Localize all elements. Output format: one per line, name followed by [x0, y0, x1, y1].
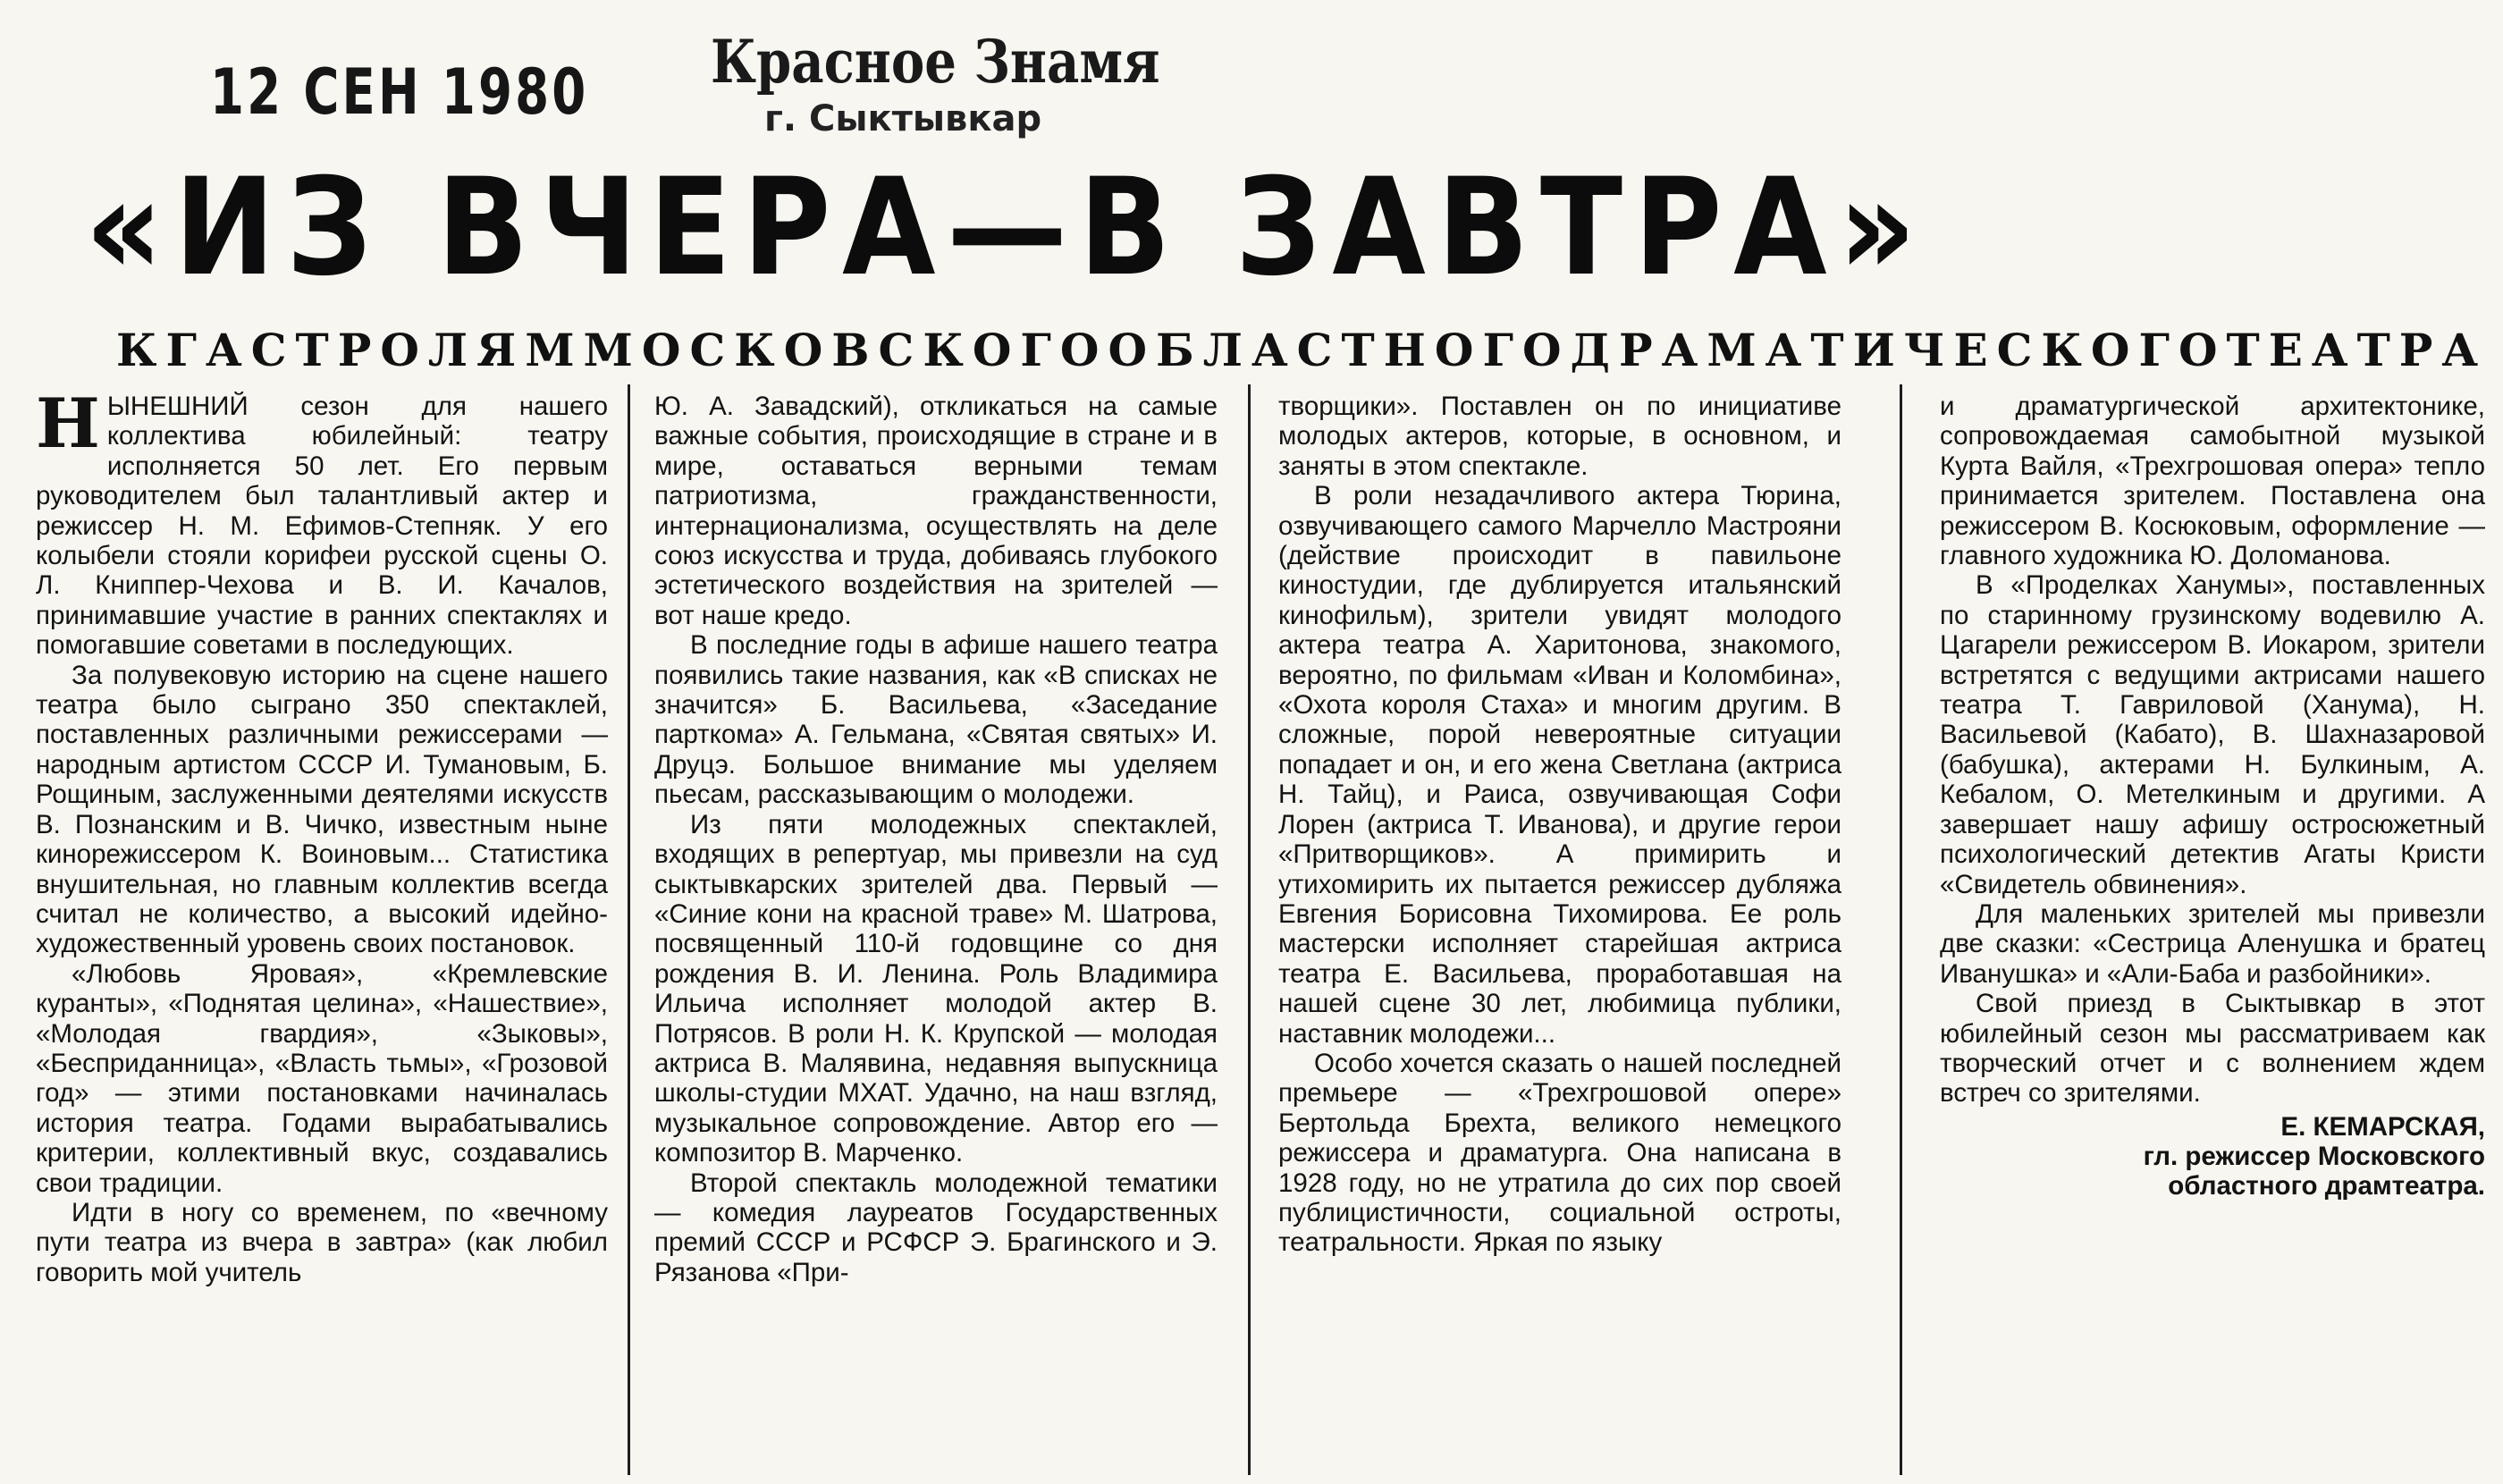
author-title-line: гл. режиссер Московского	[2143, 1141, 2485, 1171]
drop-cap: Н	[36, 392, 100, 463]
paragraph: За полувековую историю на сцене нашего театра было сыграно 350 спектаклей, поставленных различными режиссерами — народным артистом СССР И. Тумановым, Б. Рощиным, заслуженными деятелями искусств В. Познанским и В. Чичко, известным ныне кинорежиссером К. Воиновым... Статистика внушительная, но главным коллектив всегда считал не количество, а высокий идейно-художественный уровень своих постановок.	[36, 660, 608, 959]
paragraph: Из пяти молодежных спектаклей, входящих в репертуар, мы привезли на суд сыктывкарских зрителей два. Первый — «Синие кони на красной траве» М. Шатрова, посвященный 110-й годовщине со дня рождения В. И. Ленина. Роль Владимира Ильича исполняет молодой актер В. Потрясов. В роли Н. К. Крупской — молодая актриса В. Малявина, недавняя выпускница школы-студии МХАТ. Удачно, на наш взгляд, музыкальное сопровождение. Автор его — композитор В. Марченко.	[654, 809, 1218, 1168]
article-column-2	[654, 392, 1218, 1478]
article-column-1	[36, 392, 608, 1478]
author-signature	[1940, 1112, 2485, 1201]
paragraph: Особо хочется сказать о нашей последней премьере — «Трехгрошовой опере» Бертольда Брехта, великого немецкого режиссера и драматурга. Она написана в 1928 году, но не утратила до сих пор своей публицистичности, социальной остроты, театральности. Яркая по языку	[1278, 1048, 1841, 1258]
paragraph: Свой приезд в Сыктывкар в этот юбилейный сезон мы рассматриваем как творческий отчет и с волнением ждем встреч со зрителями.	[1940, 989, 2485, 1109]
paragraph: творщики». Поставлен он по инициативе молодых актеров, которые, в основном, и заняты в этом спектакле.	[1278, 392, 1841, 481]
paragraph: В «Проделках Ханумы», поставленных по старинному грузинскому водевилю А. Цагарели режиссером В. Иокаром, зрители встретятся с ведущими актрисами нашего театра Т. Гавриловой (Ханума), Н. Васильевой (Кабато), В. Шахназаровой (бабушка), актерами Н. Булкиным, А. Кебалом, О. Метелкиным и другими. А завершает нашу афишу остросюжетный психологический детектив Агаты Кристи «Свидетель обвинения».	[1940, 570, 2485, 899]
column-rule	[628, 384, 630, 1475]
subhead-word: ГАСТРОЛЯМ	[165, 324, 584, 376]
paragraph-text: ЫНЕШНИЙ сезон для нашего коллектива юбилейный: театру исполняется 50 лет. Его первым руководителем был талантливый актер и режиссер Н. М. Ефимов-Степняк. У его колыбели стояли корифеи русской сцены О. Л. Книппер-Чехова и В. И. Качалов, принимавшие участие в ранних спектаклях и помогавшие советами в последующих.	[36, 392, 608, 661]
subhead-word: ОБЛАСТНОГО	[1108, 324, 1571, 376]
archive-date-stamp: 12 СЕН 1980	[210, 55, 589, 129]
subhead-word: К	[116, 324, 166, 376]
newspaper-city-stamp: г. Сыктывкар	[764, 98, 1042, 139]
article-subheadline	[116, 324, 2488, 377]
paragraph: Для маленьких зрителей мы привезли две сказки: «Сестрица Аленушка и братец Иванушка» и «Али-Баба и разбойники».	[1940, 898, 2485, 989]
paragraph: Ю. А. Завадский), откликаться на самые важные события, происходящие в стране и в мире, оставаться верными темам патриотизма, гражданственности, интернационализма, осуществлять на деле союз искусства и труда, добиваясь глубокого эстетического воздействия на зрителей — вот наше кредо.	[654, 392, 1218, 630]
author-title-line: областного драмтеатра.	[2168, 1170, 2485, 1201]
paragraph: и драматургической архитектонике, сопровождаемая самобытной музыкой Курта Вайля, «Трехгрошовая опера» тепло принимается зрителем. Поставлена она режиссером В. Косюковым, оформление — главного художника Ю. Доломанова.	[1940, 392, 2485, 571]
subhead-word: ТЕАТРА	[2226, 324, 2488, 376]
article-headline: «ИЗ ВЧЕРА—В ЗАВТРА»	[85, 150, 1928, 306]
paragraph: В последние годы в афише нашего театра появились такие названия, как «В списках не значится» Б. Васильева, «Заседание парткома» А. Гельмана, «Святая святых» И. Друцэ. Большое внимание мы уделяем пьесам, рассказывающим о молодежи.	[654, 630, 1218, 810]
author-name: Е. КЕМАРСКАЯ,	[2280, 1111, 2485, 1142]
newspaper-name-stamp: Красное Знамя	[711, 27, 1160, 97]
paragraph: «Любовь Яровая», «Кремлевские куранты», «Поднятая целина», «Нашествие», «Молодая гвардия», «Зыковы», «Бесприданница», «Власть тьмы», «Грозовой год» — этими постановками начиналась история театра. Годами вырабатывались критерии, коллективный вкус, создавались свои традиции.	[36, 958, 608, 1198]
subhead-word: МОСКОВСКОГО	[583, 324, 1108, 376]
paragraph: В роли незадачливого актера Тюрина, озвучивающего самого Марчелло Мастрояни (действие происходит в павильоне киностудии, где дублируется итальянский кинофильм), зрители увидят молодого актера театра А. Харитонова, знакомого, вероятно, по фильмам «Иван и Коломбина», «Охота короля Стаха» и многим другим. В сложные, порой невероятные ситуации попадает и он, и его жена Светлана (актриса Н. Тайц), и Раиса, озвучивающая Софи Лорен (актриса Т. Иванова), и другие герои «Притворщиков». А примирить и утихомирить их пытается режиссер дубляжа Евгения Борисовна Тихомирова. Ее роль мастерски исполняет старейшая актриса театра Е. Васильева, проработавшая на нашей сцене 30 лет, любимица публики, наставник молодежи...	[1278, 481, 1841, 1049]
subhead-word: ДРАМАТИЧЕСКОГО	[1570, 324, 2227, 376]
column-rule	[1900, 384, 1902, 1475]
article-column-4	[1940, 392, 2485, 1478]
paragraph: Идти в ногу со временем, по «вечному пути театра из вчера в завтра» (как любил говорить мой учитель	[36, 1197, 608, 1287]
article-column-3	[1278, 392, 1841, 1478]
paragraph: Второй спектакль молодежной тематики — комедия лауреатов Государственных премий СССР и РСФСР Э. Брагинского и Э. Рязанова «При-	[654, 1168, 1218, 1287]
column-rule	[1248, 384, 1251, 1475]
paragraph	[36, 392, 608, 661]
